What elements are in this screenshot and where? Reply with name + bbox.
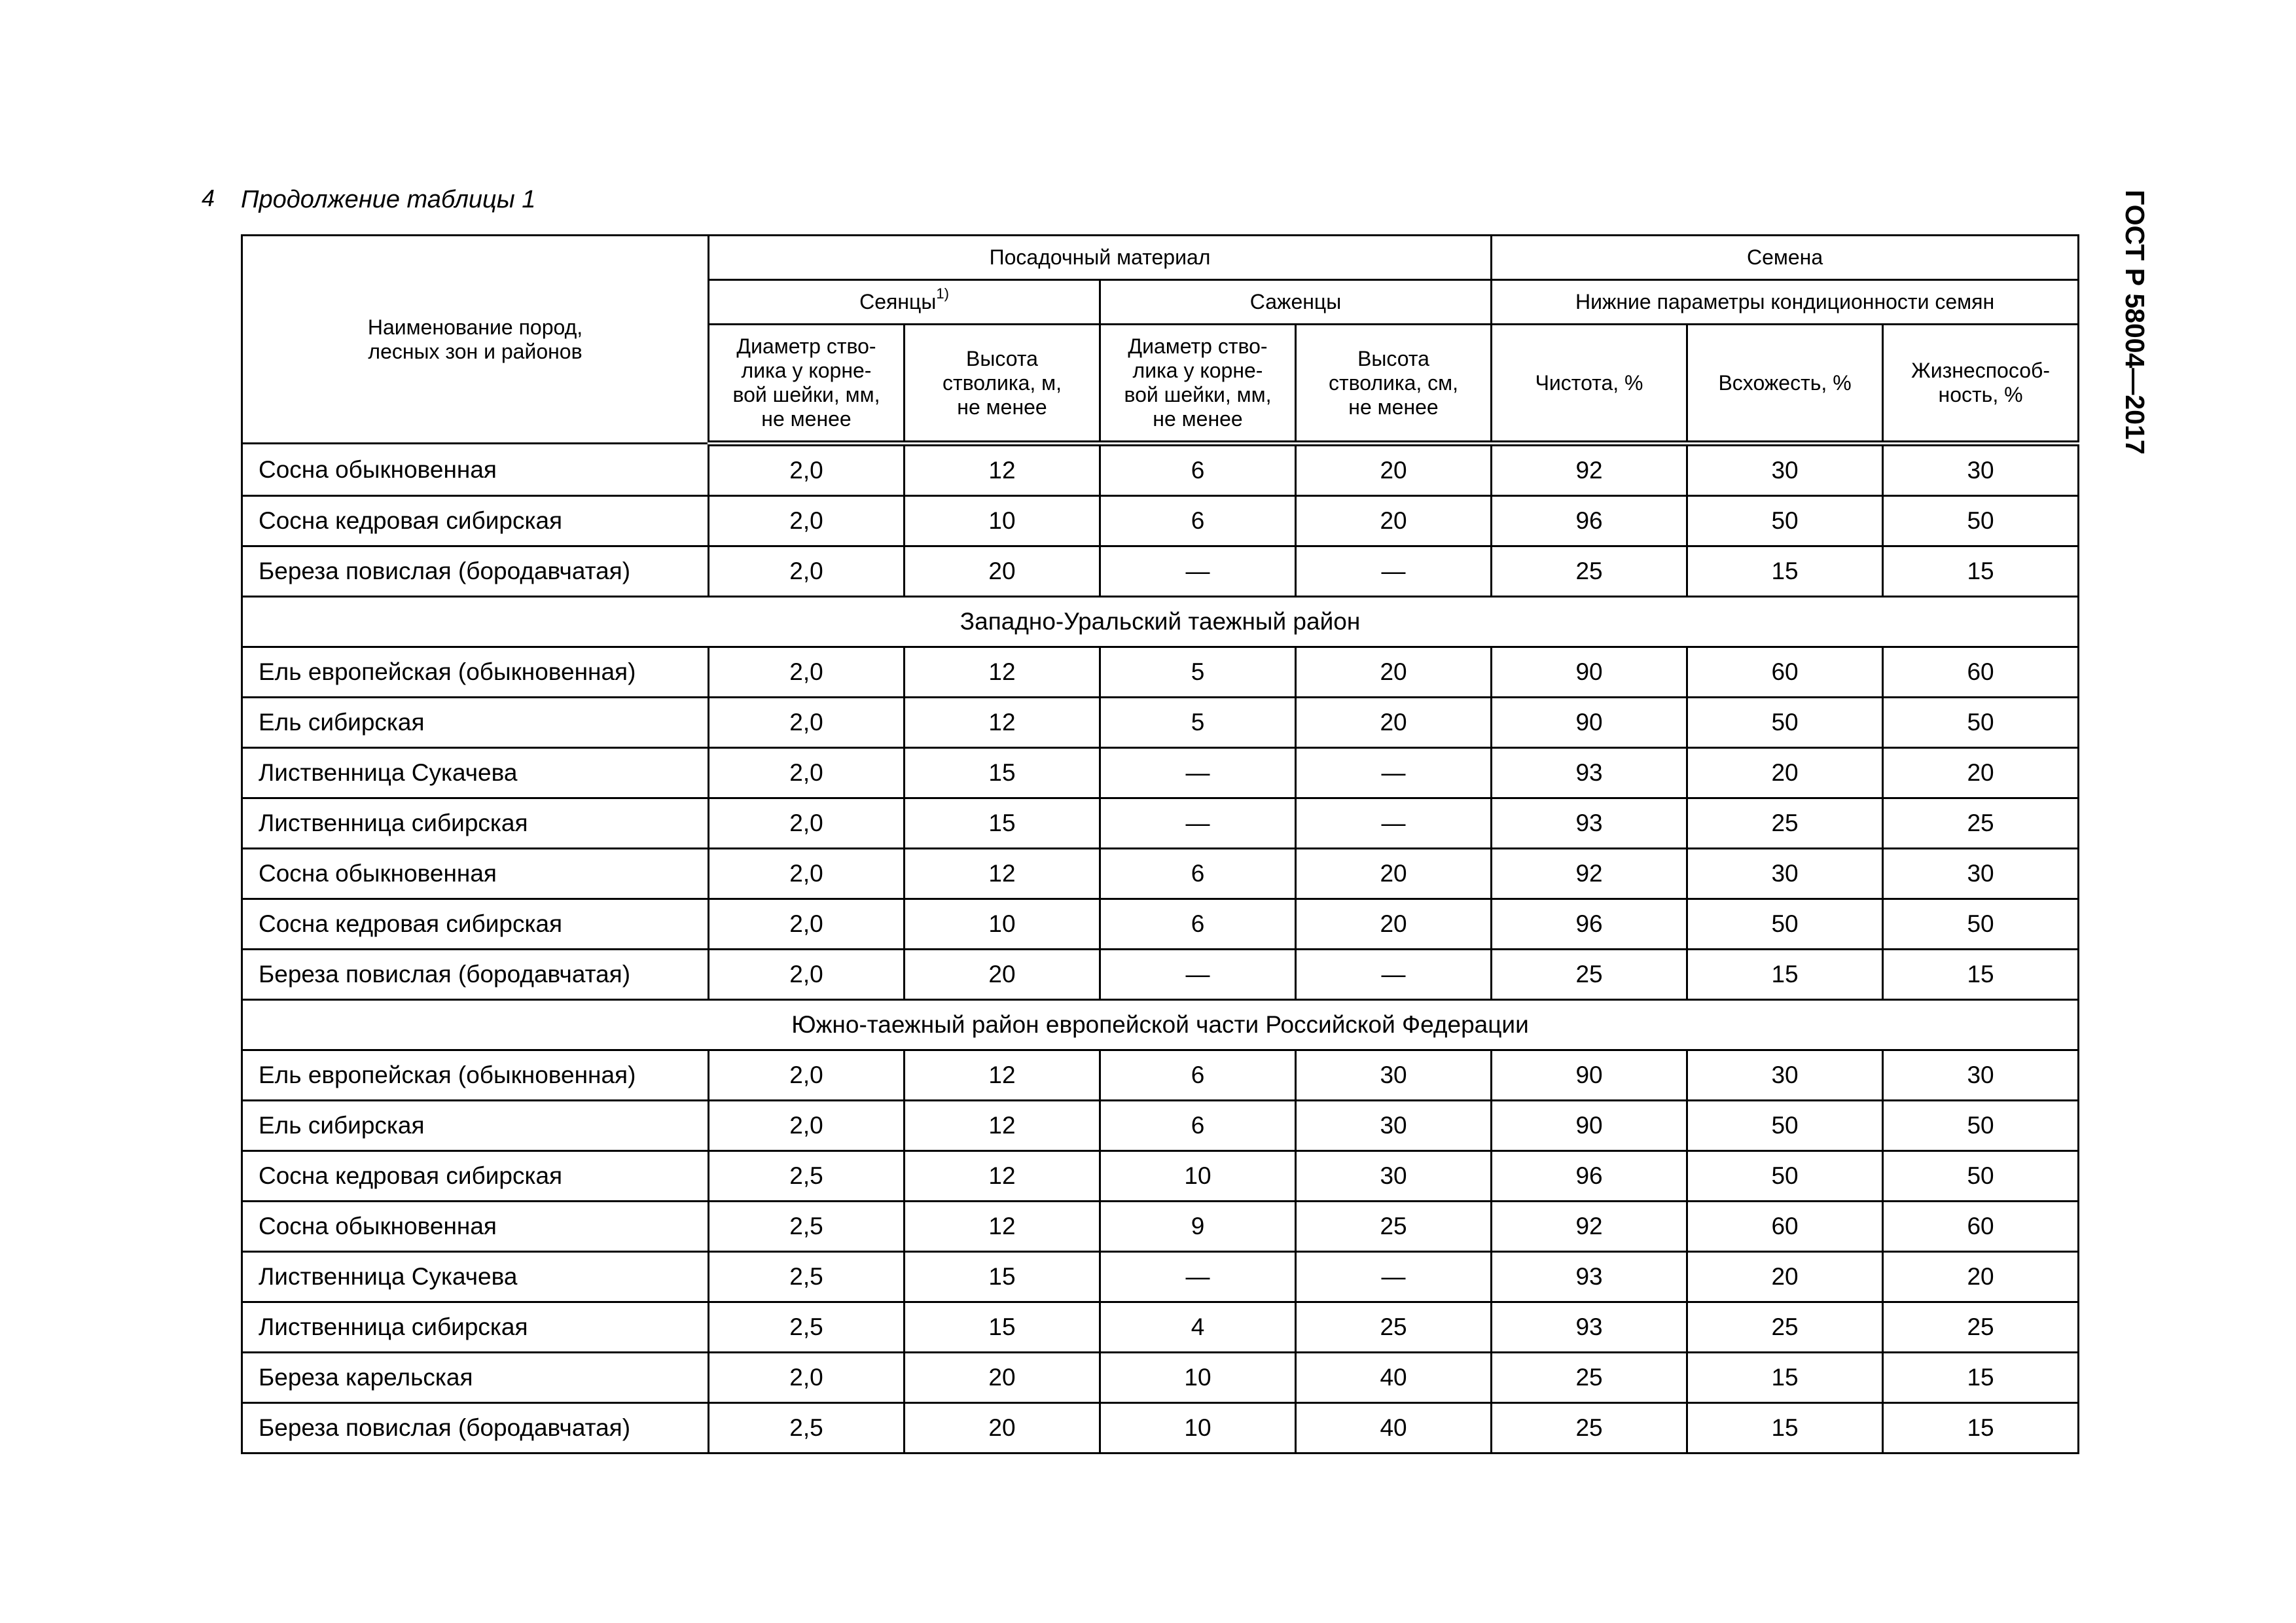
value-cell: 2,0 [709,1050,905,1101]
value-cell: 30 [1296,1151,1492,1202]
value-cell: 93 [1492,748,1687,798]
group-row [242,1000,2079,1050]
value-cell: 20 [1296,698,1492,748]
header-sapling-diameter-text: Диаметр ство-лика у корне-вой шейки, мм, не менее [1124,334,1272,431]
value-cell: 2,0 [709,546,905,597]
value-cell: 30 [1687,1050,1883,1101]
value-cell: 20 [1296,849,1492,899]
value-cell: — [1100,798,1296,849]
value-cell: 50 [1687,1151,1883,1202]
value-cell: 50 [1883,1101,2079,1151]
value-cell: 60 [1883,647,2079,698]
header-seedlings-footnote: 1) [936,285,949,302]
value-cell: 20 [1296,899,1492,950]
value-cell: 30 [1687,849,1883,899]
value-cell: 25 [1492,950,1687,1000]
value-cell: — [1296,950,1492,1000]
species-name-cell: Сосна кедровая сибирская [242,496,709,546]
value-cell: 20 [1687,1252,1883,1302]
value-cell: 2,0 [709,950,905,1000]
header-seedlings-text: Сеянцы [859,290,937,313]
table-row [242,1252,2079,1302]
value-cell: 6 [1100,849,1296,899]
table-caption: Продолжение таблицы 1 [241,186,536,213]
table-row [242,899,2079,950]
value-cell: 10 [905,899,1100,950]
value-cell: 20 [1296,444,1492,496]
value-cell: 4 [1100,1302,1296,1353]
value-cell: — [1296,748,1492,798]
table-row [242,849,2079,899]
group-label: Южно-таежный район европейской части Российской Федерации [242,1000,2079,1050]
value-cell: 15 [905,1302,1100,1353]
table-row [242,546,2079,597]
species-name-cell: Сосна обыкновенная [242,849,709,899]
value-cell: 15 [905,1252,1100,1302]
table-row [242,1302,2079,1353]
value-cell: 96 [1492,899,1687,950]
table-row [242,748,2079,798]
header-seedling-height [905,325,1100,444]
value-cell: 15 [1883,546,2079,597]
value-cell: 10 [905,496,1100,546]
value-cell: 93 [1492,1302,1687,1353]
value-cell: 2,0 [709,748,905,798]
table-row [242,950,2079,1000]
table-row [242,496,2079,546]
species-name-cell: Сосна кедровая сибирская [242,899,709,950]
value-cell: 20 [905,1353,1100,1403]
value-cell: 92 [1492,444,1687,496]
value-cell: 15 [1687,1403,1883,1454]
value-cell: 2,0 [709,496,905,546]
value-cell: 15 [1883,1353,2079,1403]
value-cell: 30 [1296,1101,1492,1151]
species-name-cell: Ель европейская (обыкновенная) [242,1050,709,1101]
header-seed-params: Нижние параметры кондиционности семян [1492,280,2079,325]
species-name-cell: Сосна кедровая сибирская [242,1151,709,1202]
value-cell: 15 [905,748,1100,798]
value-cell: 2,5 [709,1403,905,1454]
value-cell: 90 [1492,1050,1687,1101]
value-cell: 60 [1883,1202,2079,1252]
value-cell: 90 [1492,647,1687,698]
value-cell: 12 [905,1151,1100,1202]
header-seedlings [709,280,1100,325]
value-cell: 2,0 [709,798,905,849]
table-row [242,1050,2079,1101]
header-sapling-height [1296,325,1492,444]
species-name-cell: Лиственница Сукачева [242,748,709,798]
value-cell: 6 [1100,1050,1296,1101]
value-cell: 20 [1883,748,2079,798]
page-number: 4 [202,185,215,211]
header-name-column-text: Наименование пород, лесных зон и районов [367,315,583,363]
value-cell: — [1100,950,1296,1000]
species-name-cell: Береза повислая (бородавчатая) [242,1403,709,1454]
header-seeds: Семена [1492,236,2079,280]
value-cell: 2,0 [709,899,905,950]
value-cell: 2,0 [709,849,905,899]
value-cell: 30 [1883,1050,2079,1101]
value-cell: 15 [1883,950,2079,1000]
value-cell: 60 [1687,1202,1883,1252]
value-cell: 40 [1296,1353,1492,1403]
value-cell: 15 [1687,546,1883,597]
value-cell: 40 [1296,1403,1492,1454]
value-cell: 2,5 [709,1202,905,1252]
value-cell: 96 [1492,1151,1687,1202]
value-cell: 92 [1492,849,1687,899]
value-cell: 20 [1883,1252,2079,1302]
species-name-cell: Лиственница Сукачева [242,1252,709,1302]
species-name-cell: Ель сибирская [242,698,709,748]
species-name-cell: Сосна обыкновенная [242,1202,709,1252]
value-cell: 25 [1883,798,2079,849]
value-cell: 50 [1687,698,1883,748]
header-seedling-height-text: Высота стволика, м, не менее [942,346,1062,419]
header-germination: Всхожесть, % [1687,325,1883,444]
standard-code [2111,190,2150,465]
table-row [242,1101,2079,1151]
value-cell: 6 [1100,1101,1296,1151]
value-cell: 5 [1100,647,1296,698]
group-label: Западно-Уральский таежный район [242,597,2079,647]
value-cell: 25 [1687,798,1883,849]
value-cell: 9 [1100,1202,1296,1252]
value-cell: 50 [1687,496,1883,546]
species-name-cell: Лиственница сибирская [242,1302,709,1353]
value-cell: 15 [1687,1353,1883,1403]
header-seedling-diameter-text: Диаметр ство-лика у корне-вой шейки, мм, не менее [732,334,880,431]
value-cell: 50 [1687,899,1883,950]
value-cell: 50 [1687,1101,1883,1151]
value-cell: 50 [1883,899,2079,950]
header-planting-material: Посадочный материал [709,236,1492,280]
table-row [242,647,2079,698]
value-cell: 2,0 [709,1101,905,1151]
species-name-cell: Лиственница сибирская [242,798,709,849]
table-body [242,444,2079,1454]
header-viability [1883,325,2079,444]
value-cell: 20 [905,1403,1100,1454]
header-viability-text: Жизнеспособ-ность, % [1911,359,2050,406]
value-cell: 12 [905,1101,1100,1151]
value-cell: 25 [1492,1403,1687,1454]
value-cell: 12 [905,1202,1100,1252]
value-cell: 50 [1883,698,2079,748]
value-cell: 60 [1687,647,1883,698]
value-cell: 2,0 [709,1353,905,1403]
value-cell: 92 [1492,1202,1687,1252]
species-name-cell: Сосна обыкновенная [242,444,709,496]
table-row [242,1151,2079,1202]
value-cell: 20 [905,546,1100,597]
table-row [242,798,2079,849]
standard-code-text: ГОСТ Р 58004—2017 [2120,190,2150,455]
species-parameters-table [241,234,2079,1454]
value-cell: — [1100,748,1296,798]
value-cell: 2,0 [709,444,905,496]
value-cell: 10 [1100,1403,1296,1454]
value-cell: 20 [1296,647,1492,698]
value-cell: 30 [1883,849,2079,899]
value-cell: 50 [1883,496,2079,546]
value-cell: 12 [905,647,1100,698]
value-cell: 15 [905,798,1100,849]
value-cell: 6 [1100,496,1296,546]
species-name-cell: Ель европейская (обыкновенная) [242,647,709,698]
value-cell: 25 [1296,1202,1492,1252]
value-cell: 50 [1883,1151,2079,1202]
value-cell: 6 [1100,899,1296,950]
value-cell: 2,0 [709,647,905,698]
value-cell: 12 [905,849,1100,899]
header-sapling-diameter [1100,325,1296,444]
species-name-cell: Береза повислая (бородавчатая) [242,950,709,1000]
table-row [242,444,2079,496]
header-name-column [242,236,709,444]
value-cell: 2,5 [709,1151,905,1202]
value-cell: 6 [1100,444,1296,496]
header-seedling-diameter [709,325,905,444]
value-cell: 25 [1883,1302,2079,1353]
value-cell: — [1296,546,1492,597]
value-cell: 30 [1296,1050,1492,1101]
value-cell: 12 [905,444,1100,496]
species-name-cell: Береза карельская [242,1353,709,1403]
value-cell: — [1296,1252,1492,1302]
value-cell: 25 [1492,546,1687,597]
value-cell: 20 [1296,496,1492,546]
value-cell: — [1296,798,1492,849]
value-cell: 12 [905,1050,1100,1101]
value-cell: 90 [1492,698,1687,748]
value-cell: 12 [905,698,1100,748]
value-cell: — [1100,546,1296,597]
header-saplings: Саженцы [1100,280,1492,325]
value-cell: 30 [1687,444,1883,496]
value-cell: 30 [1883,444,2079,496]
value-cell: 2,5 [709,1302,905,1353]
value-cell: 93 [1492,798,1687,849]
value-cell: 25 [1687,1302,1883,1353]
header-sapling-height-text: Высота стволика, см, не менее [1328,346,1459,419]
value-cell: 96 [1492,496,1687,546]
value-cell: 2,0 [709,698,905,748]
group-row [242,597,2079,647]
value-cell: 15 [1883,1403,2079,1454]
table-row [242,698,2079,748]
value-cell: 5 [1100,698,1296,748]
table-row [242,1202,2079,1252]
value-cell: 20 [1687,748,1883,798]
header-purity: Чистота, % [1492,325,1687,444]
species-name-cell: Ель сибирская [242,1101,709,1151]
value-cell: 15 [1687,950,1883,1000]
value-cell: 2,5 [709,1252,905,1302]
value-cell: 25 [1492,1353,1687,1403]
value-cell: 10 [1100,1353,1296,1403]
value-cell: 90 [1492,1101,1687,1151]
value-cell: 20 [905,950,1100,1000]
value-cell: 25 [1296,1302,1492,1353]
value-cell: 93 [1492,1252,1687,1302]
value-cell: — [1100,1252,1296,1302]
value-cell: 10 [1100,1151,1296,1202]
table-row [242,1403,2079,1454]
table-row [242,1353,2079,1403]
species-name-cell: Береза повислая (бородавчатая) [242,546,709,597]
